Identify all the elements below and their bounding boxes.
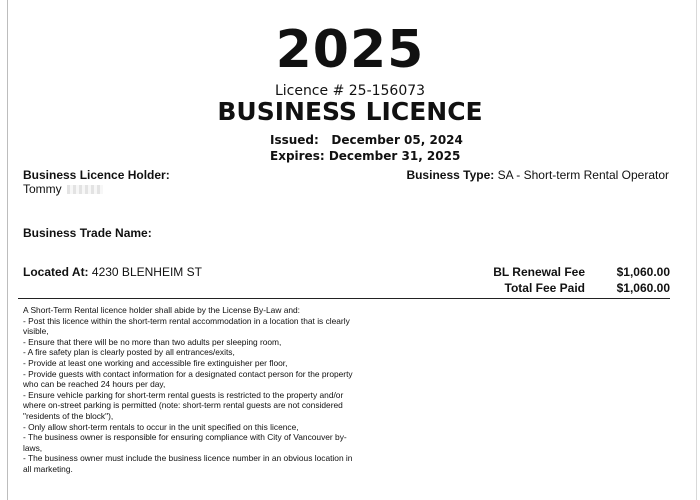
location — [23, 265, 202, 280]
condition-item: - Ensure vehicle parking for short-term rental guests is restricted to the property and/or where on-street parking is permitted (note: short-term rental guests are not considered "residents of the block"), — [23, 389, 344, 421]
business-type-label: Business Type: — [406, 168, 495, 182]
condition-item: - Ensure that there will be no more than two adults per sleeping room, — [23, 336, 282, 347]
renewal-fee-value: $1,060.00 — [616, 265, 670, 279]
condition-item: - A fire safety plan is clearly posted by all entrances/exits, — [23, 347, 235, 358]
location-value: 4230 BLENHEIM ST — [91, 265, 202, 279]
section-divider — [18, 298, 670, 299]
condition-item: - Provide at least one working and accessible fire extinguisher per floor, — [23, 357, 288, 368]
condition-item: - Provide guests with contact information for a designated contact person for the property who can be reached 24 hours per day, — [23, 368, 353, 390]
holder-label: Business Licence Holder: — [23, 168, 170, 182]
document-title: BUSINESS LICENCE — [217, 97, 483, 126]
total-fee-value: $1,060.00 — [616, 281, 670, 295]
business-type — [406, 168, 669, 183]
licence-year: 2025 — [275, 20, 425, 80]
redacted-surname — [67, 185, 103, 194]
condition-item: - Post this licence within the short-term rental accommodation in a location that is clearly visible, — [23, 315, 350, 337]
business-type-value: SA - Short-term Rental Operator — [497, 168, 669, 182]
location-label: Located At: — [23, 265, 89, 279]
condition-item: - The business owner is responsible for ensuring compliance with City of Vancouver by-laws, — [23, 432, 347, 453]
total-fee-label: Total Fee Paid — [504, 281, 585, 295]
holder-name-row — [23, 182, 103, 197]
issued-date: Issued: December 05, 2024 — [270, 133, 463, 147]
total-fee-row — [493, 281, 670, 296]
condition-item: - Only allow short-term rentals to occur in the unit specified on this licence, — [23, 421, 299, 432]
renewal-fee-row — [493, 265, 670, 280]
licence-conditions — [23, 305, 358, 475]
expiry-date: Expires: December 31, 2025 — [270, 149, 461, 163]
renewal-fee-label: BL Renewal Fee — [493, 265, 585, 279]
condition-item: - The business owner must include the business licence number in an obvious location in all marketing. — [23, 453, 353, 474]
holder-name: Tommy — [23, 182, 62, 196]
fee-summary — [493, 265, 670, 297]
trade-name-label: Business Trade Name: — [23, 226, 152, 240]
licence-number: Licence # 25-156073 — [274, 83, 426, 99]
condition-item: A Short-Term Rental licence holder shall abide by the License By-Law and: — [23, 305, 300, 315]
